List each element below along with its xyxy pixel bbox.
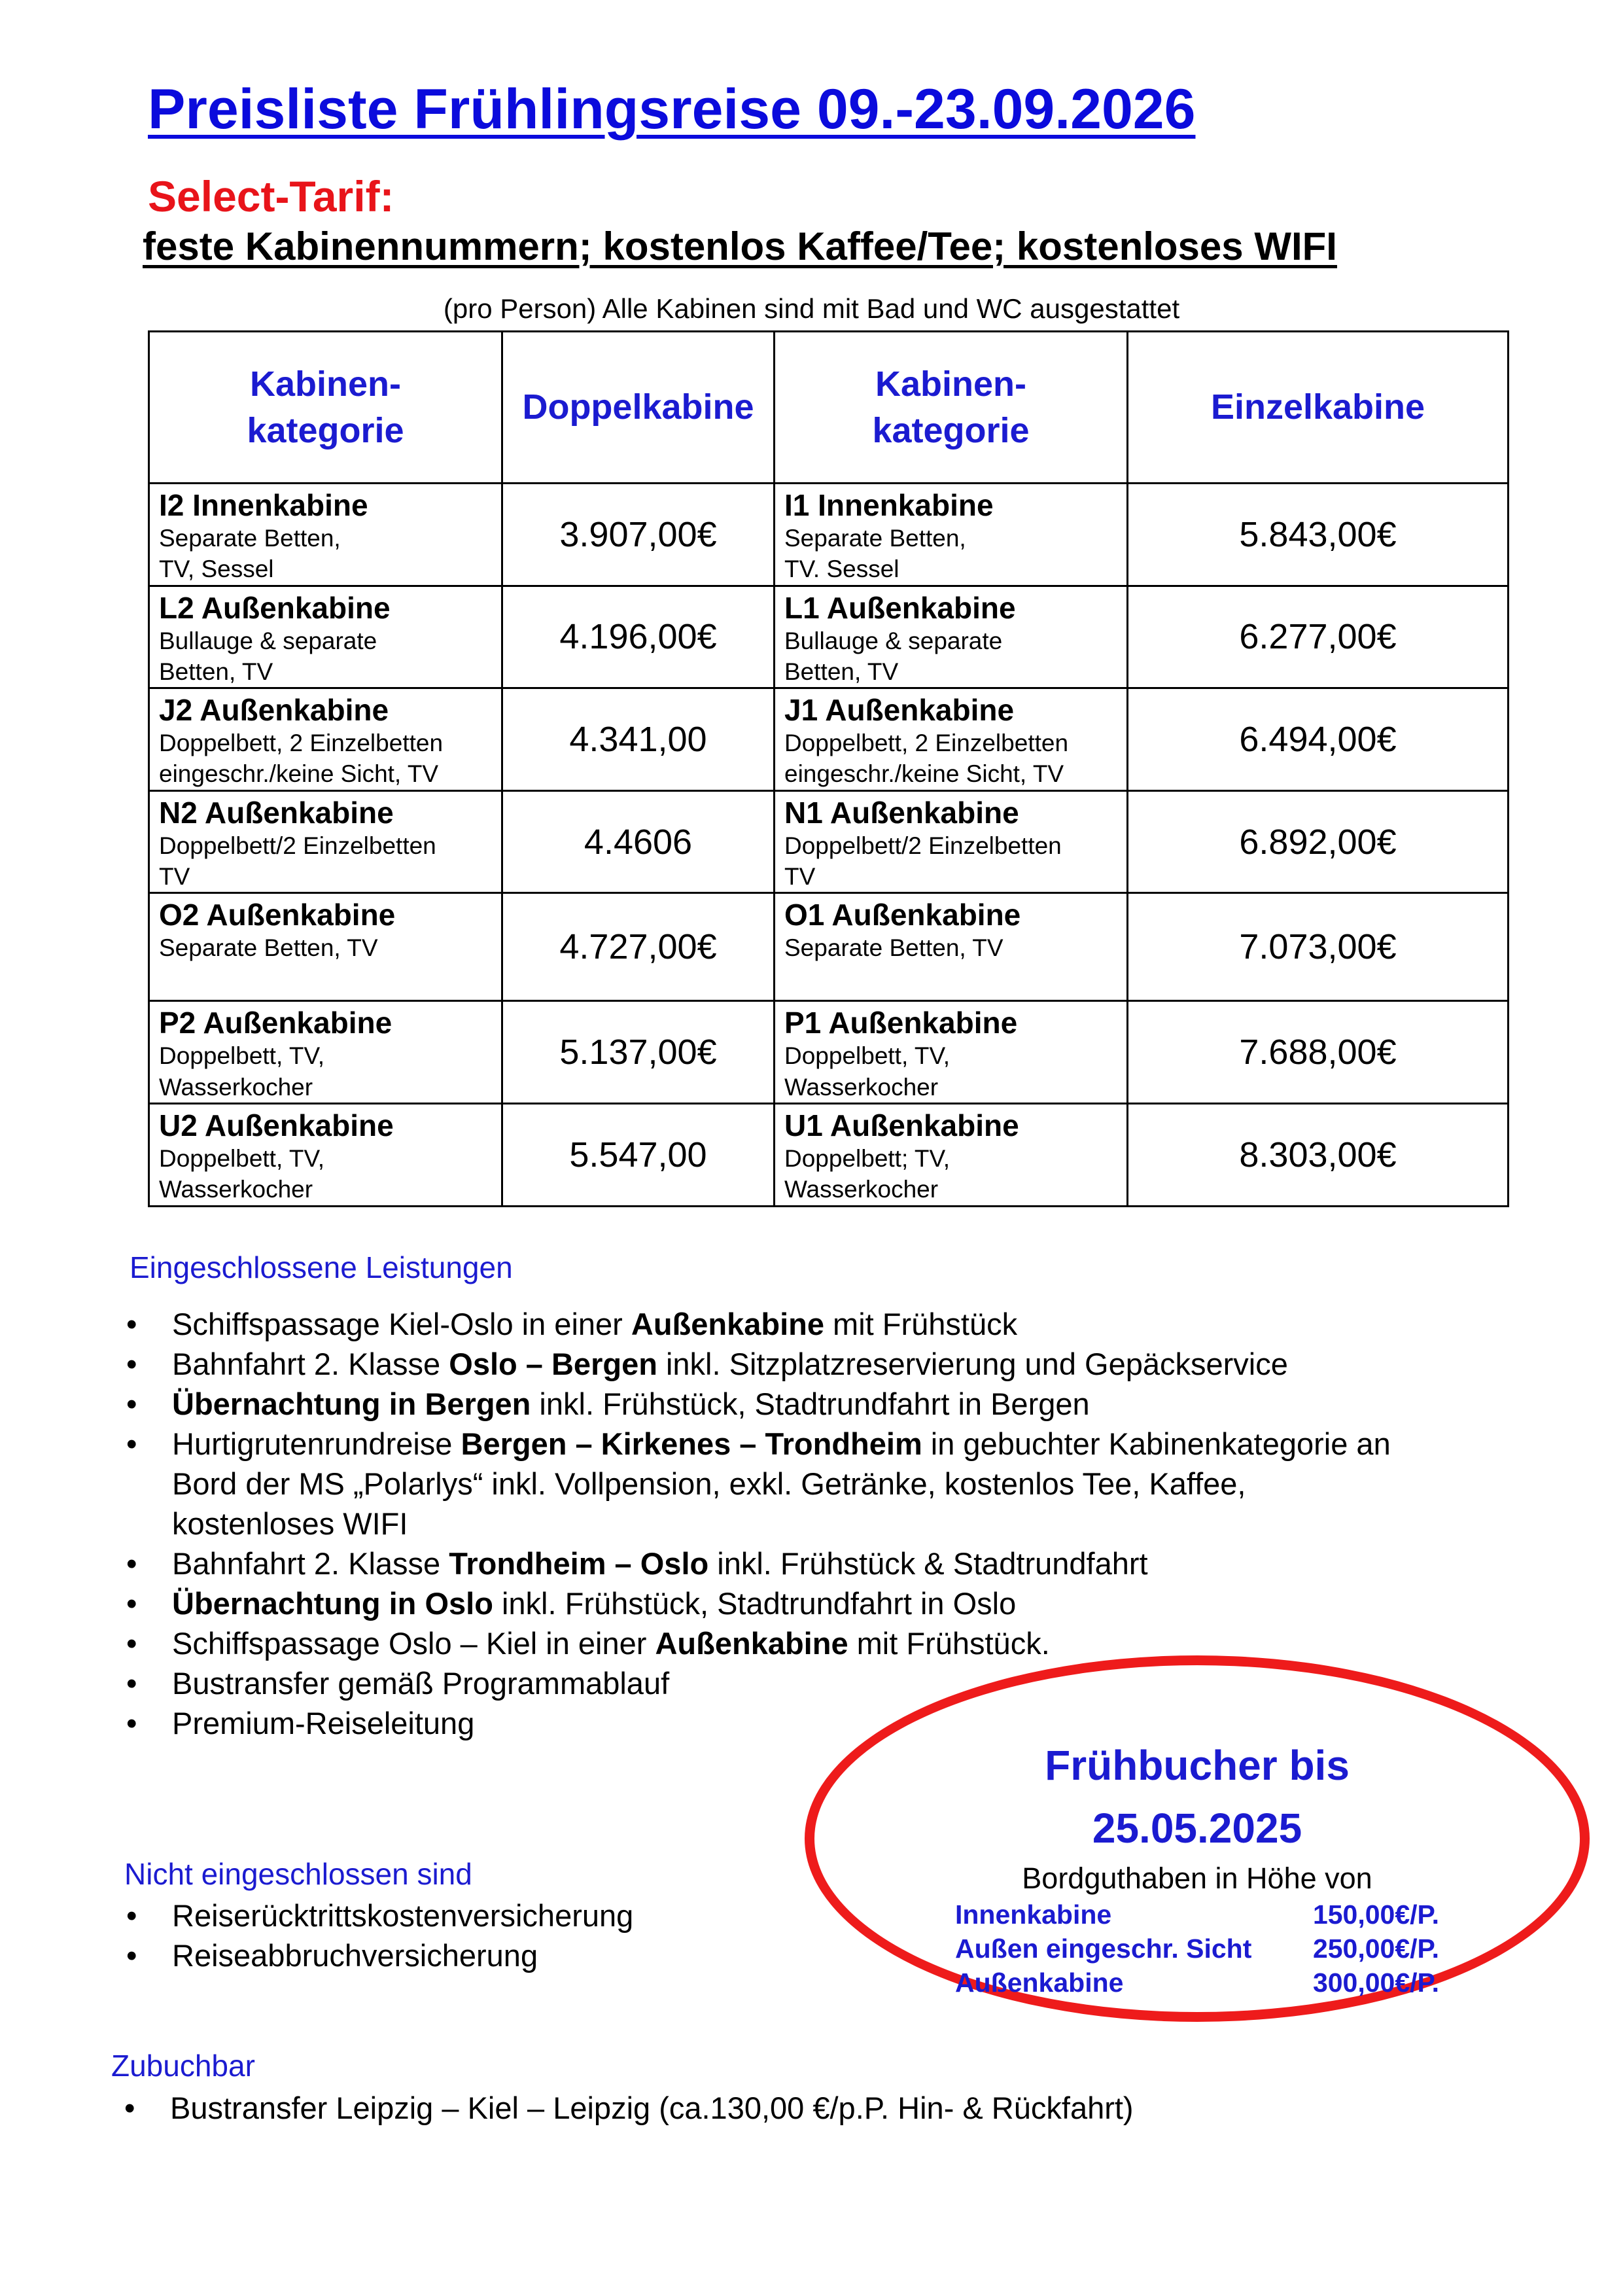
included-item	[126, 1304, 1533, 1344]
item-text: Schiffspassage Oslo – Kiel in einer	[172, 1626, 655, 1661]
early-booking-label: Außen eingeschr. Sicht	[955, 1934, 1252, 1964]
cabin-description: Doppelbett; TV, Wasserkocher	[784, 1144, 951, 1203]
single-price-cell: 6.494,00€	[1128, 688, 1509, 791]
page-title: Preisliste Frühlingsreise 09.-23.09.2026	[148, 78, 1196, 141]
cabin-name: J2 Außenkabine	[159, 693, 389, 728]
early-booking-row	[955, 1898, 1439, 1932]
excluded-item: • Reiseabbruchversicherung	[126, 1935, 780, 1975]
price-table	[148, 330, 1509, 1207]
bold-text: Außenkabine	[631, 1307, 824, 1341]
early-booking-date: 25.05.2025	[1092, 1805, 1302, 1852]
item-text: inkl. Frühstück, Stadtrundfahrt in Oslo	[493, 1586, 1017, 1621]
tarif-heading: Select-Tarif:	[148, 172, 394, 221]
addon-list	[124, 2088, 1433, 2128]
cabin-description: Doppelbett/2 Einzelbetten TV	[784, 832, 1062, 891]
cabin-description: Doppelbett/2 Einzelbetten TV	[159, 832, 436, 891]
cabin-description: Doppelbett, TV, Wasserkocher	[784, 1042, 951, 1101]
table-row	[149, 893, 1509, 1001]
included-item	[126, 1623, 1533, 1663]
early-booking-row	[955, 1966, 1439, 2000]
table-row	[149, 1104, 1509, 1207]
addon-heading: Zubuchbar	[111, 2049, 255, 2083]
cabin-description: Doppelbett, 2 Einzelbetten eingeschr./keine Sicht, TV	[159, 730, 444, 788]
single-price-cell: 7.073,00€	[1128, 893, 1509, 1001]
double-category-cell	[149, 688, 502, 791]
double-category-cell	[149, 586, 502, 688]
cabin-description: Separate Betten, TV	[784, 934, 1003, 962]
included-item	[126, 1344, 1533, 1384]
table-row	[149, 688, 1509, 791]
early-booking-row	[955, 1932, 1439, 1966]
included-item	[126, 1583, 1533, 1623]
header-double-cabin: Doppelkabine	[502, 332, 775, 484]
double-price-cell: 5.137,00€	[502, 1001, 775, 1104]
cabin-name: O2 Außenkabine	[159, 898, 396, 932]
single-price-cell: 8.303,00€	[1128, 1104, 1509, 1207]
addon-item: • Bustransfer Leipzig – Kiel – Leipzig (ca.130,00 €/p.P. Hin- & Rückfahrt)	[124, 2088, 1433, 2128]
single-category-cell	[775, 893, 1128, 1001]
single-category-cell	[775, 484, 1128, 586]
excluded-list	[126, 1896, 780, 1975]
bold-text: Bergen – Kirkenes – Trondheim	[461, 1426, 922, 1461]
included-heading: Eingeschlossene Leistungen	[130, 1250, 513, 1284]
single-category-cell	[775, 586, 1128, 688]
cabin-description: Separate Betten, TV	[159, 934, 378, 962]
single-category-cell	[775, 790, 1128, 893]
double-price-cell: 4.341,00	[502, 688, 775, 791]
cabin-description: Doppelbett, 2 Einzelbetten eingeschr./keine Sicht, TV	[784, 730, 1069, 788]
early-booking-value: 150,00€/P.	[1312, 1899, 1439, 1930]
table-row	[149, 1001, 1509, 1104]
cabin-description: Separate Betten, TV. Sessel	[784, 524, 966, 583]
included-item	[126, 1424, 1533, 1544]
cabin-name: P2 Außenkabine	[159, 1006, 393, 1040]
cabin-name: U1 Außenkabine	[784, 1108, 1019, 1143]
early-booking-value: 250,00€/P.	[1312, 1934, 1439, 1964]
double-price-cell: 4.4606	[502, 790, 775, 893]
table-header-row	[149, 332, 1509, 484]
bold-text: Trondheim – Oslo	[449, 1546, 709, 1581]
excluded-heading: Nicht eingeschlossen sind	[124, 1857, 472, 1891]
cabin-name: P1 Außenkabine	[784, 1006, 1018, 1040]
cabin-description: Doppelbett, TV, Wasserkocher	[159, 1144, 325, 1203]
double-price-cell: 5.547,00	[502, 1104, 775, 1207]
tarif-features: feste Kabinennummern; kostenlos Kaffee/Tee; kostenloses WIFI	[143, 224, 1337, 268]
cabin-name: L2 Außenkabine	[159, 590, 391, 625]
header-single-cabin: Einzelkabine	[1128, 332, 1509, 484]
item-text: inkl. Sitzplatzreservierung und Gepäckservice	[657, 1347, 1288, 1381]
excluded-item: • Reiserücktrittskostenversicherung	[126, 1896, 780, 1935]
item-text: in gebuchter Kabinenkategorie an Bord der MS „Polarlys“ inkl. Vollpension, exkl. Getränke, kostenlos Tee, Kaffee, kostenloses WIFI	[172, 1426, 1391, 1541]
single-price-cell: 7.688,00€	[1128, 1001, 1509, 1104]
double-category-cell	[149, 790, 502, 893]
item-text: Premium-Reiseleitung	[172, 1706, 475, 1740]
double-price-cell: 4.196,00€	[502, 586, 775, 688]
cabin-description: Bullauge & separate Betten, TV	[784, 627, 1003, 685]
table-row	[149, 586, 1509, 688]
item-text: Bahnfahrt 2. Klasse	[172, 1347, 449, 1381]
early-booking-box	[870, 1734, 1524, 2000]
double-category-cell	[149, 893, 502, 1001]
single-price-cell: 6.277,00€	[1128, 586, 1509, 688]
table-row	[149, 484, 1509, 586]
item-text: inkl. Frühstück & Stadtrundfahrt	[708, 1546, 1148, 1581]
single-price-cell: 6.892,00€	[1128, 790, 1509, 893]
single-category-cell	[775, 1001, 1128, 1104]
price-note: (pro Person) Alle Kabinen sind mit Bad und WC ausgestattet	[443, 293, 1180, 324]
header-category-single: Kabinen- kategorie	[775, 332, 1128, 484]
cabin-name: J1 Außenkabine	[784, 693, 1015, 728]
double-category-cell	[149, 1001, 502, 1104]
double-category-cell	[149, 484, 502, 586]
header-category-double: Kabinen- kategorie	[149, 332, 502, 484]
table-row	[149, 790, 1509, 893]
double-price-cell: 3.907,00€	[502, 484, 775, 586]
early-booking-title: Frühbucher bis	[1045, 1742, 1350, 1789]
double-price-cell: 4.727,00€	[502, 893, 775, 1001]
item-text: mit Frühstück.	[848, 1626, 1050, 1661]
cabin-name: L1 Außenkabine	[784, 590, 1016, 625]
early-booking-intro: Bordguthaben in Höhe von	[1022, 1862, 1372, 1895]
item-text: Hurtigrutenrundreise	[172, 1426, 461, 1461]
cabin-name: I1 Innenkabine	[784, 488, 994, 522]
included-item	[126, 1384, 1533, 1424]
item-text: mit Frühstück	[824, 1307, 1018, 1341]
included-item	[126, 1544, 1533, 1583]
item-text: Bahnfahrt 2. Klasse	[172, 1546, 449, 1581]
item-text: inkl. Frühstück, Stadtrundfahrt in Bergen	[531, 1386, 1090, 1421]
item-text: Schiffspassage Kiel-Oslo in einer	[172, 1307, 631, 1341]
double-category-cell	[149, 1104, 502, 1207]
bold-text: Übernachtung in Oslo	[172, 1586, 493, 1621]
cabin-name: I2 Innenkabine	[159, 488, 368, 522]
cabin-name: O1 Außenkabine	[784, 898, 1021, 932]
cabin-description: Doppelbett, TV, Wasserkocher	[159, 1042, 325, 1101]
item-text: Bustransfer gemäß Programmablauf	[172, 1666, 670, 1701]
bold-text: Übernachtung in Bergen	[172, 1386, 531, 1421]
early-booking-label: Außenkabine	[955, 1968, 1124, 1998]
cabin-name: N2 Außenkabine	[159, 795, 394, 830]
cabin-name: N1 Außenkabine	[784, 795, 1019, 830]
single-category-cell	[775, 688, 1128, 791]
cabin-description: Bullauge & separate Betten, TV	[159, 627, 377, 685]
single-category-cell	[775, 1104, 1128, 1207]
cabin-name: U2 Außenkabine	[159, 1108, 394, 1143]
early-booking-value: 300,00€/P.	[1312, 1968, 1439, 1998]
bold-text: Oslo – Bergen	[449, 1347, 657, 1381]
early-booking-label: Innenkabine	[955, 1899, 1112, 1930]
cabin-description: Separate Betten, TV, Sessel	[159, 524, 341, 583]
bold-text: Außenkabine	[655, 1626, 848, 1661]
single-price-cell: 5.843,00€	[1128, 484, 1509, 586]
